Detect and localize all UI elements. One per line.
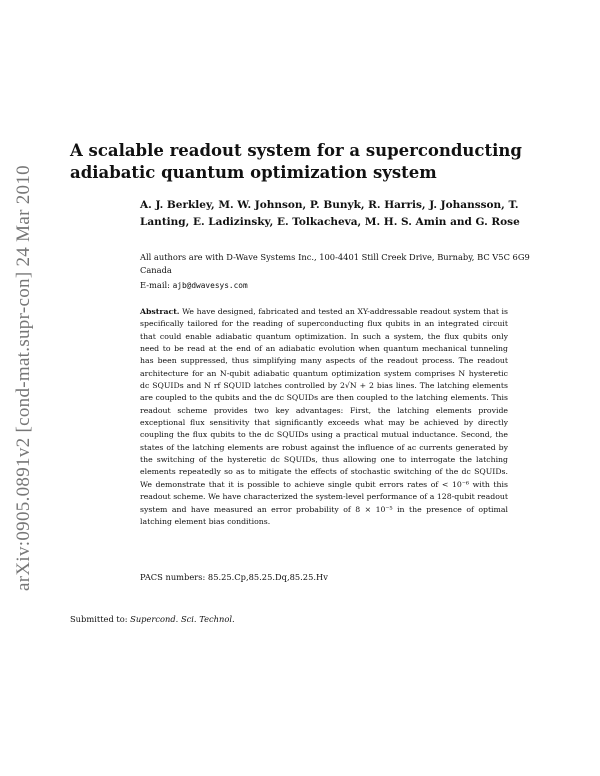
- abstract-body-part1: We have designed, fabricated and tested an XY-addressable readout system that is specifically tailored for the reading of superconducting flux qubits in an integrated circuit that could enable adiabatic quantum optimization. In such a system, the flux qubits only need to be read at the end of an adiabatic evolution when quantum mechanical tunneling has been suppressed, thus simplifying many aspects of the readout process. The readout architecture for an N-qubit adiabatic quantum optimization system comprises N hysteretic dc SQUIDs and N rf SQUID latches controlled by 2√N + 2 bias lines. The latching elements are coupled to the qubits and the dc SQUIDs are then coupled to the latching elements. This readout scheme provides two key advantages: First, the latching elements provide exceptional flux sensitivity that significantly exceeds what may be achieved by directly coupling the flux qubits to the dc SQUIDs using a practical mutual inductance. Second, the states of the latching elements are robust against the influence of ac currents generated by the switching of the hysteretic dc SQUIDs, thus allowing one to interrogate the latching elements repeatedly so as to mitigate the effects of stochastic switching of the dc SQUIDs. We demonstrate that it is possible to achieve single qubit errors rates of: [140, 307, 508, 489]
- abstract-label: Abstract.: [140, 307, 180, 316]
- arxiv-identifier: arXiv:0905.0891v2 [cond-mat.supr-con] 24 Mar 2010: [13, 164, 34, 591]
- submitted-label: Submitted to:: [70, 614, 128, 624]
- abstract: [140, 306, 508, 528]
- email-label: E-mail:: [140, 280, 170, 290]
- arxiv-sidebar-stamp: [2, 150, 46, 605]
- affiliation: All authors are with D-Wave Systems Inc., 100-4401 Still Creek Drive, Burnaby, BC V5C 6G9 Canada: [140, 252, 530, 275]
- pacs-numbers: PACS numbers: 85.25.Cp,85.25.Dq,85.25.Hv: [140, 572, 328, 582]
- email-address: ajb@dwavesys.com: [172, 281, 248, 290]
- email-line: [140, 280, 540, 290]
- paper-title: A scalable readout system for a superconducting adiabatic quantum optimization system: [70, 141, 522, 182]
- author-list: A. J. Berkley, M. W. Johnson, P. Bunyk, R. Harris, J. Johansson, T. Lanting, E. Ladizinsky, E. Tolkacheva, M. H. S. Amin and G. Rose: [140, 199, 520, 228]
- submission-line: [70, 614, 470, 624]
- submitted-journal: Supercond. Sci. Technol.: [130, 614, 235, 624]
- abstract-body-part2: < 10⁻⁶ with this readout scheme. We have characterized the system-level performance of a 128-qubit readout system and have measured an error probability of 8 × 10⁻⁵ in the presence of optimal latching element bias conditions.: [140, 479, 508, 526]
